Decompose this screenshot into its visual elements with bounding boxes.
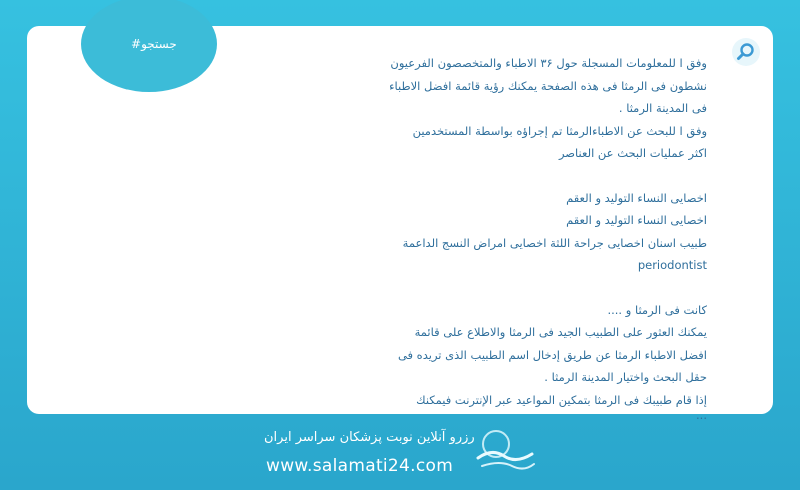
specialty-link[interactable]: اخصایی النساء التولید و العقم: [566, 213, 707, 227]
text-line: نشطون فی الرمثا فی هذه الصفحة يمكنك رؤية قائمة افضل الاطباء: [389, 78, 707, 93]
text-line: إذا قام طبيبك فی الرمثا بتمكين المواعيد عبر الإنترنت فيمكنك: [416, 392, 707, 407]
paragraph-gap: [287, 165, 707, 187]
specialty-link[interactable]: periodontist: [637, 258, 707, 272]
content-card: [27, 26, 773, 422]
paragraph-gap: [287, 277, 707, 299]
article-text: [287, 52, 707, 422]
text-line: اكثر عمليات البحث عن العناصر: [558, 146, 707, 160]
text-line: افضل الاطباء الرمثا عن طريق إدخال اسم الطبيب الذی تريده فی: [397, 347, 707, 362]
text-line: ...: [696, 408, 707, 422]
salamati-logo[interactable]: [472, 426, 538, 478]
specialty-link[interactable]: اخصایی النساء التولید و العقم: [566, 190, 707, 205]
text-line: حقل البحث واختيار المدينة الرمثا .: [544, 370, 707, 384]
text-line: كانت فی الرمثا و ....: [607, 302, 707, 317]
footer-url[interactable]: www.salamati24.com: [266, 456, 454, 476]
text-line: فی المدينة الرمثا .: [618, 101, 707, 115]
search-tag-label[interactable]: #جستجو: [131, 37, 177, 51]
footer-tagline: رزرو آنلاین نوبت پزشکان سراسر ایران: [264, 430, 475, 445]
specialty-link[interactable]: طبيب اسنان اخصایی جراحة اللثة اخصایی امراض النسج الداعمة: [402, 235, 707, 250]
search-button[interactable]: [732, 38, 760, 66]
text-line: وفق ا للبحث عن الاطباءالرمثا تم إجراؤه بواسطة المستخدمين: [412, 123, 707, 138]
text-line: يمكنك العثور على الطبيب الجيد فی الرمثا والاطلاع على قائمة: [414, 325, 707, 339]
text-line: وفق ا للمعلومات المسجلة حول ۳۶ الاطباء والمتخصصون الفرعيون: [390, 56, 707, 70]
